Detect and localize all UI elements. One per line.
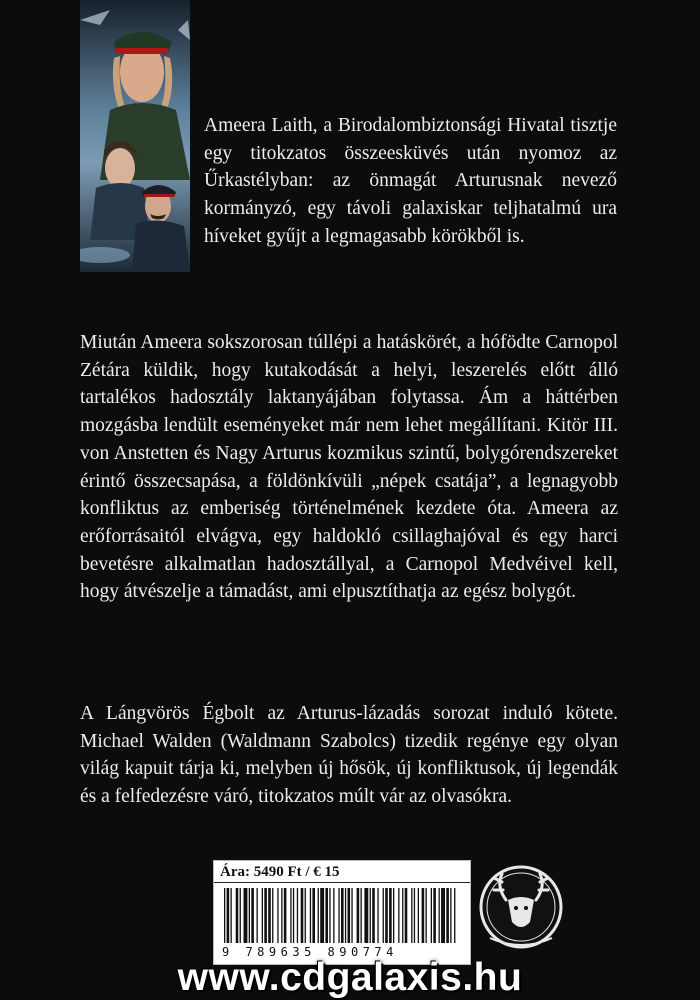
stag-head-icon [476, 860, 566, 963]
blurb-paragraph-3: A Lángvörös Égbolt az Arturus-lázadás sorozat induló kötete. Michael Walden (Waldmann Szabolcs) tizedik regénye egy olyan világ kapuit tárja ki, melyben új hősök, új konfliktusok, új legendák és a felfedezésre váró, titokzatos múlt vár az olvasókra. [80, 703, 618, 808]
blurb-paragraph-1: Ameera Laith, a Birodalombiztonsági Hivatal tisztje egy titokzatos összeesküvés után nyomoz az Űrkastélyban: az önmagát Arturusnak nevező kormányzó, egy távoli galaxiskar teljhatalmú ura híveket gyűjt a legmagasabb körökből is. [204, 115, 617, 247]
price-label: Ára: 5490 Ft / € 15 [214, 861, 470, 883]
watermark: www.cdgalaxis.hu [177, 956, 523, 999]
cover-artwork [80, 0, 190, 272]
publisher-logo [476, 860, 566, 963]
blurb-paragraph-2: Miután Ameera sokszorosan túllépi a hatáskörét, a hófödte Carnopol Zétára küldik, hogy kutakodását a helyi, leszerelés előtt álló tartalékos hadosztály laktanyájában folytassa. Ám a háttérben mozgásba lendült eseményeket már nem lehet megállítani. Kitör III. von Anstetten és Nagy Arturus kozmikus szintű, bolygórendszereket érintő összecsapása, a földönkívüli „népek csatája”, a legnagyobb konfliktus az emberiség történelmének kezdete óta. Ameera az erőforrásaitól elvágva, egy haldokló csillaghajóval és egy harci bevetésre alkalmatlan hadosztállyal, a Carnopol Medvéivel kell, hogy átvészelje a támadást, ami elpusztíthatja az egész bolygót. [80, 332, 618, 603]
barcode-icon [222, 888, 460, 943]
price-barcode-sticker [213, 860, 471, 965]
isbn-number: 9 789635 890774 [222, 945, 398, 959]
